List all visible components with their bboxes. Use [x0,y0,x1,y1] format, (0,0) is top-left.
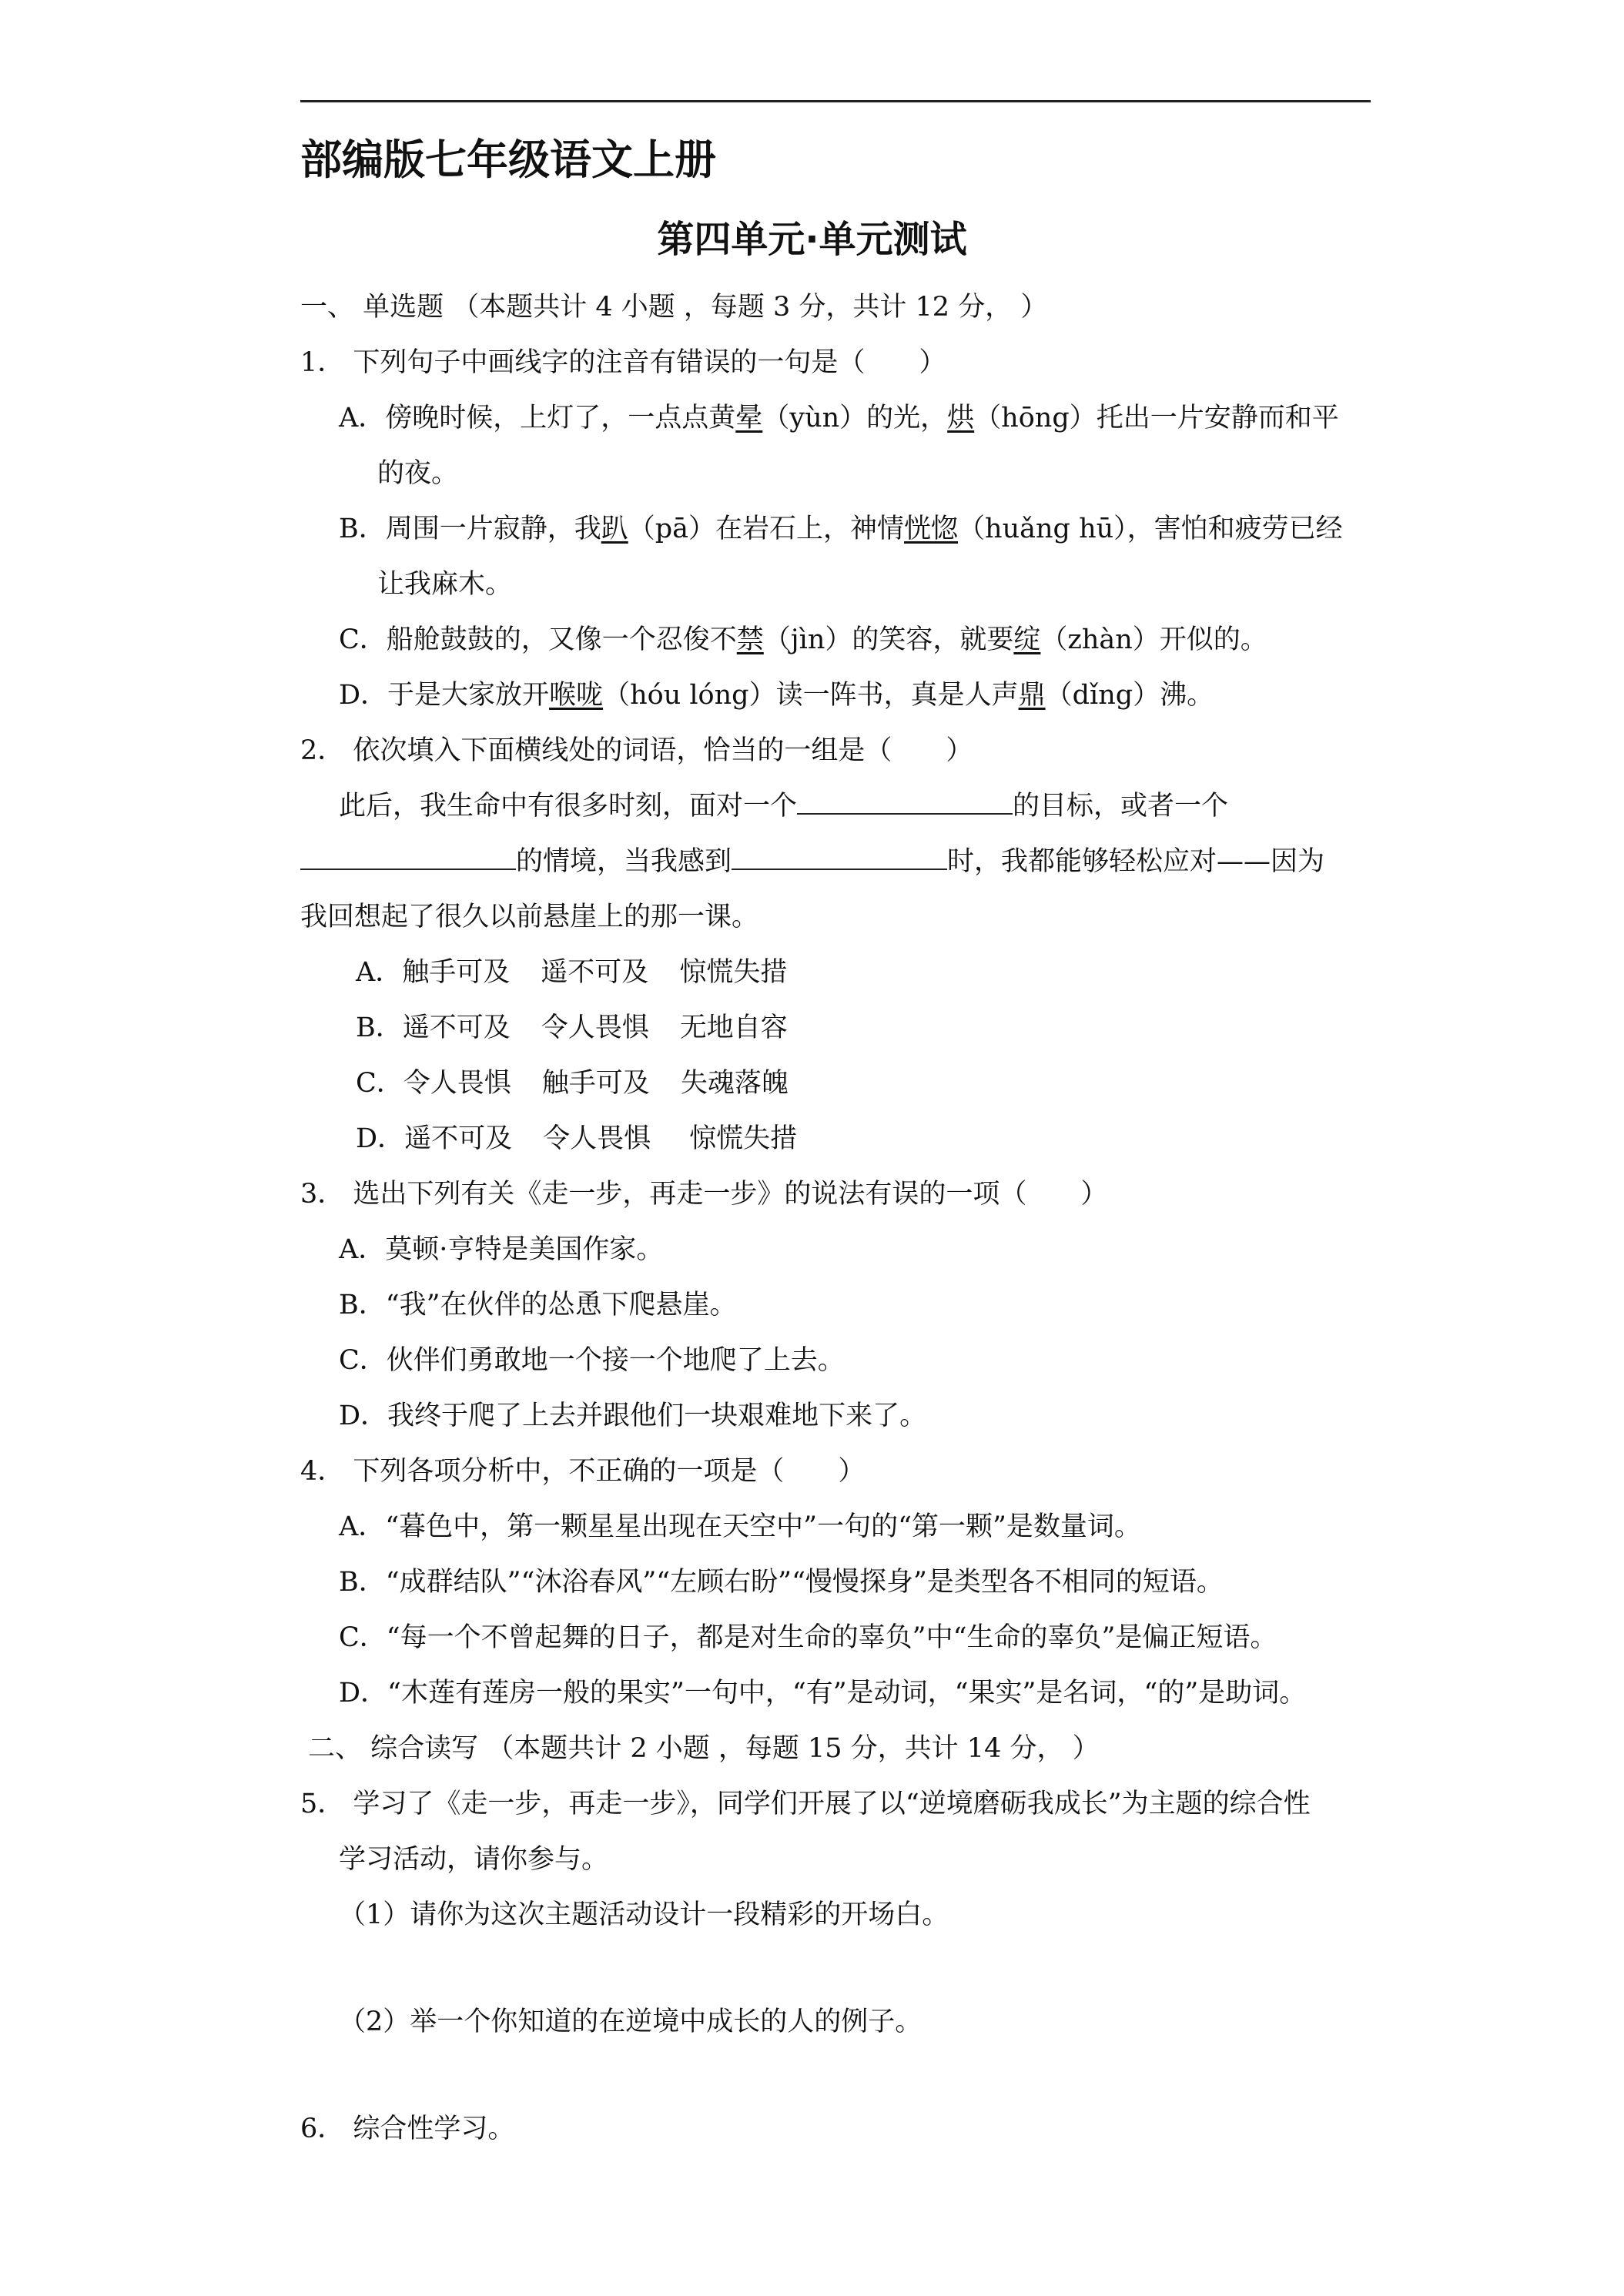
q2-stem: 2． 依次填入下面横线处的词语，恰当的一组是（ ） [300,735,973,766]
q4-stem: 4． 下列各项分析中，不正确的一项是（ ） [300,1456,866,1487]
q2-option-d [356,1122,797,1156]
q1-a-text3: （hōng）托出一片安静而和平 [974,403,1339,433]
q1-option-a-cont: 的夜。 [377,458,459,489]
q5-stem-line1: 5． 学习了《走一步，再走一步》，同学们开展了以“逆境磨砺我成长”为主题的综合性 [300,1789,1311,1819]
q2-b-word3: 无地自容 [679,1012,788,1043]
q1-option-b [339,512,1343,546]
q4-option-b: B．“成群结队”“沐浴春风”“左顾右盼”“慢慢探身”是类型各不相同的短语。 [339,1567,1224,1598]
q1-c-underlined2: 绽 [1013,624,1041,655]
q2-a-word2: 遥不可及 [541,957,649,988]
q1-option-c [339,623,1267,657]
q2-blank-1[interactable] [797,790,1013,815]
q4-option-d: D．“木莲有莲房一般的果实”一句中，“有”是动词，“果实”是名词，“的”是助词。 [339,1678,1307,1709]
q4-option-c: C．“每一个不曾起舞的日子，都是对生命的辜负”中“生命的辜负”是偏正短语。 [339,1622,1277,1653]
q5-sub1: （1）请你为这次主题活动设计一段精彩的开场白。 [339,1899,949,1930]
q3-option-d: D．我终于爬了上去并跟他们一块艰难地下来了。 [339,1401,927,1431]
q1-stem: 1． 下列句子中画线字的注音有错误的一句是（ ） [300,347,946,378]
q5-stem-line2: 学习活动，请你参与。 [339,1844,609,1875]
q1-d-text3: （dǐng）沸。 [1045,680,1214,711]
q1-c-underlined1: 禁 [736,624,764,655]
q2-passage-line1 [339,789,1228,823]
q3-option-c: C．伙伴们勇敢地一个接一个地爬了上去。 [339,1345,845,1376]
q2-b-word2: 令人畏惧 [541,1012,649,1043]
q1-a-text2: （yùn）的光， [762,403,948,433]
section1-heading: 一、 单选题 （本题共计 4 小题 ，每题 3 分，共计 12 分， ） [300,292,1048,323]
q2-blank-3[interactable] [732,845,947,870]
q2-option-a [356,956,787,989]
q1-b-text3: （huǎng hū），害怕和疲劳已经 [958,514,1343,544]
q2-p2b: 时，我都能够轻松应对——因为 [947,846,1325,877]
q2-a-word3: 惊慌失措 [679,957,788,988]
q2-c-label: C． [356,1068,403,1099]
q2-c-word2: 触手可及 [541,1068,650,1099]
q2-p1b: 的目标，或者一个 [1013,791,1229,822]
q1-d-underlined1: 喉咙 [549,680,604,711]
q2-d-word2: 令人畏惧 [543,1123,651,1154]
q2-passage-line3: 我回想起了很久以前悬崖上的那一课。 [300,902,759,932]
q3-option-a: A．莫顿·亨特是美国作家。 [339,1234,664,1265]
q2-a-word1: 触手可及 [402,957,511,988]
q2-d-word1: 遥不可及 [404,1123,513,1154]
q5-sub2: （2）举一个你知道的在逆境中成长的人的例子。 [339,2006,922,2037]
q1-a-text1: A．傍晚时候，上灯了，一点点黄 [339,403,736,433]
q1-d-underlined2: 鼎 [1018,680,1046,711]
q1-a-underlined2: 烘 [947,403,975,433]
section2-heading: 二、 综合读写 （本题共计 2 小题 ，每题 15 分，共计 14 分， ） [308,1733,1100,1764]
q2-option-b [356,1011,788,1045]
q2-blank-2[interactable] [300,845,516,870]
q1-c-text3: （zhàn）开似的。 [1040,624,1267,655]
doc-title: 部编版七年级语文上册 [300,136,716,184]
q3-option-b: B．“我”在伙伴的怂恿下爬悬崖。 [339,1290,737,1320]
q1-c-text2: （jìn）的笑容，就要 [763,624,1014,655]
q1-option-a [339,401,1339,435]
q2-d-word3: 惊慌失措 [689,1123,798,1154]
q2-c-word3: 失魂落魄 [680,1068,789,1099]
q2-option-c [356,1066,789,1100]
q1-b-text2: （pā）在岩石上，神情 [628,514,905,544]
q4-option-a: A．“暮色中，第一颗星星出现在天空中”一句的“第一颗”是数量词。 [339,1511,1141,1542]
q3-stem: 3． 选出下列有关《走一步，再走一步》的说法有误的一项（ ） [300,1179,1108,1210]
unit-title: 第四单元·单元测试 [657,218,967,261]
q1-d-text2: （hóu lóng）读一阵书，真是人声 [603,680,1019,711]
q1-d-text1: D．于是大家放开 [339,680,550,711]
q1-b-underlined1: 趴 [601,514,628,544]
q1-option-b-cont: 让我麻木。 [377,569,513,600]
q2-c-word1: 令人畏惧 [403,1068,511,1099]
q2-b-label: B． [356,1012,403,1043]
q2-a-label: A． [356,957,403,988]
q1-option-d [339,678,1214,712]
header-rule [300,100,1371,102]
q2-passage-line2 [300,845,1324,879]
q2-d-label: D． [356,1123,405,1154]
q2-b-word1: 遥不可及 [402,1012,511,1043]
q6-stem: 6． 综合性学习。 [300,2114,515,2144]
q1-a-underlined1: 晕 [735,403,763,433]
q1-b-underlined2: 恍惚 [904,514,959,544]
q2-p1a: 此后，我生命中有很多时刻，面对一个 [339,791,798,822]
q2-p2a: 的情境，当我感到 [516,846,732,877]
q1-b-text1: B．周围一片寂静，我 [339,514,601,544]
q1-c-text1: C．船舱鼓鼓的，又像一个忍俊不 [339,624,737,655]
